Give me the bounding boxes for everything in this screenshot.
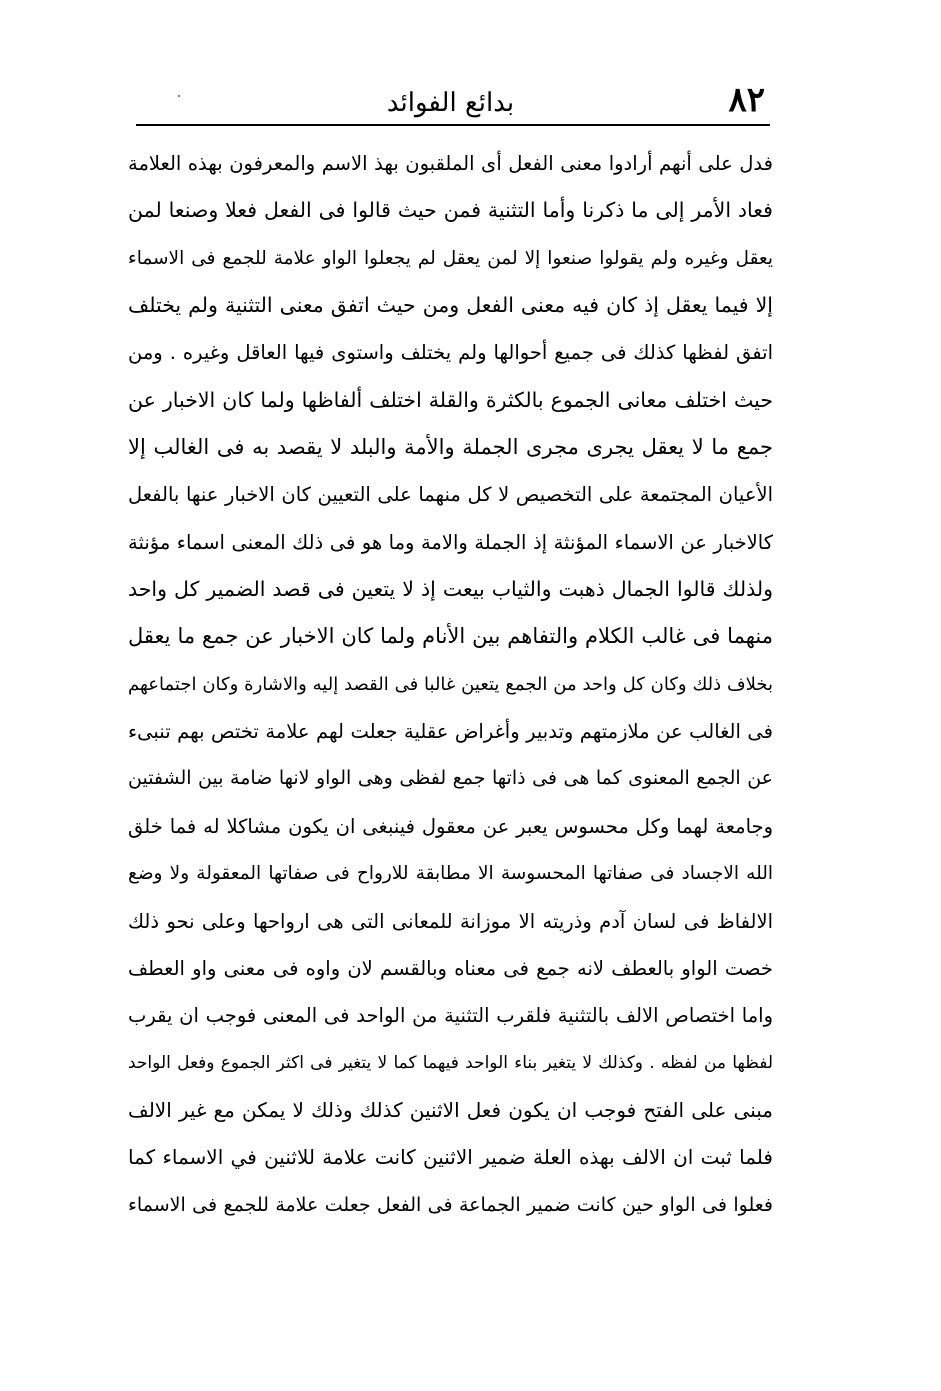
header-rule	[136, 124, 770, 126]
text-line: الله الاجساد فى صفاتها المحسوسة الا مطابقة للارواح فى صفاتها المعقولة ولا وضع	[128, 863, 773, 885]
running-title: بدائع الفوائد	[386, 88, 515, 118]
page-header	[128, 78, 773, 126]
text-line: فلما ثبت ان الالف بهذه العلة ضمير الاثنين كانت علامة للاثنين في الاسماء كما	[128, 1145, 773, 1170]
text-line: فعلوا فى الواو حين كانت ضمير الجماعة فى الفعل جعلت علامة للجمع فى الاسماء	[128, 1193, 773, 1216]
text-line: وجامعة لهما وكل محسوس يعبر عن معقول فينبغى ان يكون مشاكلا له فما خلق	[128, 814, 773, 838]
text-line: لفظها من لفظه . وكذلك لا يتغير بناء الواحد فيهما كما لا يتغير فى اكثر الجموع وفعل الواحد	[128, 1052, 773, 1073]
text-line: اتفق لفظها كذلك فى جميع أحوالها ولم يختلف واستوى فيها العاقل وغيره . ومن	[128, 341, 773, 365]
text-line: منهما فى غالب الكلام والتفاهم بين الأنام ولما كان الاخبار عن جمع ما يعقل	[128, 624, 773, 649]
text-line: جمع ما لا يعقل يجرى مجرى الجملة والأمة والبلد لا يقصد به فى الغالب إلا	[128, 435, 773, 460]
text-line: خصت الواو بالعطف لانه جمع فى معناه وبالقسم لان واوه فى معنى واو العطف	[128, 956, 773, 980]
page-number: ٨٢	[728, 80, 765, 120]
text-line: فعاد الأمر إلى ما ذكرنا وأما التثنية فمن حيث قالوا فى الفعل فعلا وصنعا لمن	[128, 198, 773, 223]
text-line: الالفاظ فى لسان آدم وذريته الا موزانة للمعانى التى هى ارواحها وعلى نحو ذلك	[128, 909, 773, 933]
text-line: ولذلك قالوا الجمال ذهبت والثياب بيعت إذ لا يتعين فى قصد الضمير كل واحد	[128, 577, 773, 602]
text-line: الأعيان المجتمعة على التخصيص لا كل منهما على التعيين كان الاخبار عنها بالفعل	[128, 483, 773, 507]
text-line: فدل على أنهم أرادوا معنى الفعل أى الملقبون بهذ الاسم والمعرفون بهذه العلامة	[128, 152, 773, 175]
body-text	[128, 140, 773, 1229]
text-line: بخلاف ذلك وكان كل واحد من الجمع يتعين غالبا فى القصد إليه والاشارة وكان اجتماعهم	[128, 673, 773, 695]
text-line: حيث اختلف معانى الجموع بالكثرة والقلة اختلف ألفاظها ولما كان الاخبار عن	[128, 387, 773, 412]
text-line: واما اختصاص الالف بالتثنية فلقرب التثنية من الواحد فى المعنى فوجب ان يقرب	[128, 1004, 773, 1028]
text-line: كالاخبار عن الاسماء المؤنثة إذ الجملة والامة وما هو فى ذلك المعنى اسماء مؤنثة	[128, 530, 773, 554]
text-line: إلا فيما يعقل إذ كان فيه معنى الفعل ومن حيث اتفق معنى التثنية ولم يختلف	[128, 293, 773, 318]
text-line: عن الجمع المعنوى كما هى فى ذاتها جمع لفظى وهى الواو لانها ضامة بين الشفتين	[128, 767, 773, 790]
text-line: فى الغالب عن ملازمتهم وتدبير وأغراض عقلية جعلت لهم علامة تختص بهم تنبىء	[128, 720, 773, 744]
print-speck	[178, 95, 180, 97]
text-line: يعقل وغيره ولم يقولوا صنعوا إلا لمن يعقل لم يجعلوا الواو علامة للجمع فى الاسماء	[128, 247, 773, 269]
text-line: مبنى على الفتح فوجب ان يكون فعل الاثنين كذلك وذلك لا يمكن مع غير الالف	[128, 1097, 773, 1122]
